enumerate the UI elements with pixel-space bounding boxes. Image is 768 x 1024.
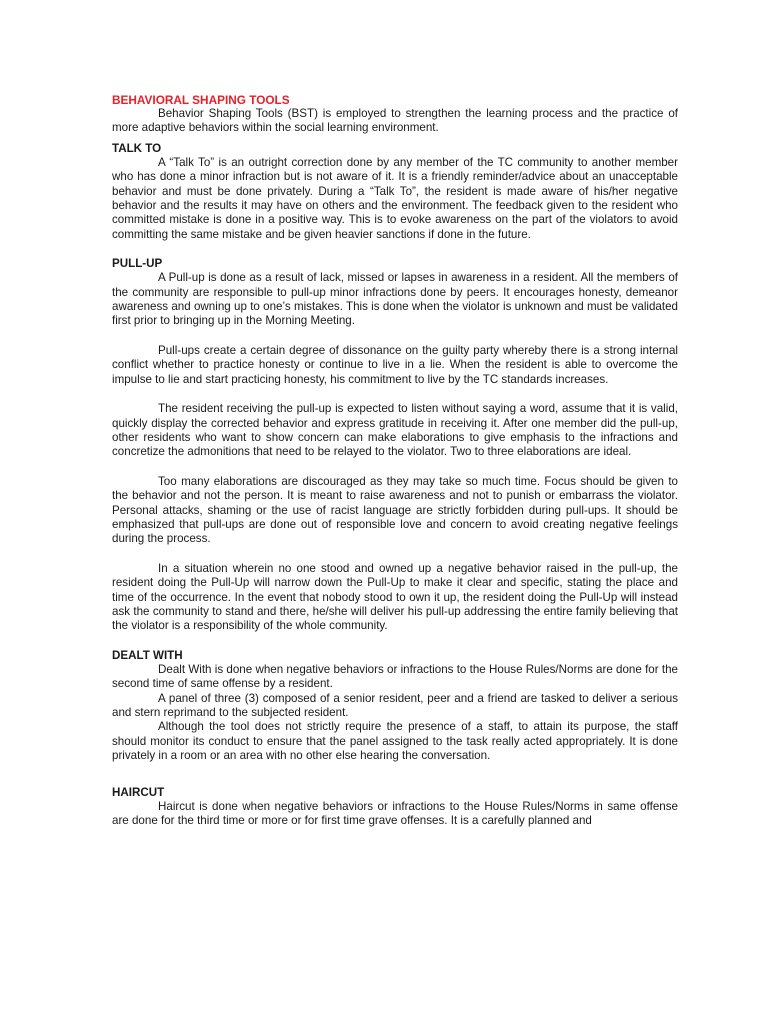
pull-up-paragraph-1: A Pull-up is done as a result of lack, missed or lapses in awareness in a resident. All the members of the community are responsible to pull-up minor infractions done by peers. It encourages honesty, demeanor awareness and owning up to one’s mistakes. This is done when the violator is unknown and must be validated first prior to bringing up in the Morning Meeting. bbox=[112, 271, 678, 328]
pull-up-paragraph-2: Pull-ups create a certain degree of dissonance on the guilty party whereby there is a strong internal conflict whether to practice honesty or continue to live in a lie. When the resident is able to overcome the impulse to lie and start practicing honesty, his commitment to live by the TC standards increases. bbox=[112, 343, 678, 386]
haircut-heading: HAIRCUT bbox=[112, 785, 165, 799]
pull-up-heading: PULL-UP bbox=[112, 257, 163, 271]
document-title: BEHAVIORAL SHAPING TOOLS bbox=[112, 93, 290, 107]
document-body bbox=[112, 93, 678, 828]
spacer bbox=[112, 547, 678, 562]
spacer bbox=[112, 387, 678, 402]
pull-up-paragraph-3: The resident receiving the pull-up is expected to listen without saying a word, assume that it is valid, quickly display the corrected behavior and express gratitude in receiving it. After one member did the pull-up, other residents who want to show concern can make elaborations to give emphasis to the infractions and concretize the admonitions that need to be relayed to the violator. Two to three elaborations are ideal. bbox=[112, 402, 678, 459]
dealt-with-paragraph-1: Dealt With is done when negative behaviors or infractions to the House Rules/Norms are done for the second time of same offense by a resident. bbox=[112, 662, 678, 691]
spacer bbox=[112, 460, 678, 475]
dealt-with-paragraph-2: A panel of three (3) composed of a senior resident, peer and a friend are tasked to deliver a serious and stern reprimand to the subjected resident. bbox=[112, 691, 678, 719]
spacer bbox=[112, 634, 678, 649]
intro-paragraph: Behavior Shaping Tools (BST) is employed to strengthen the learning process and the practice of more adaptive behaviors within the social learning environment. bbox=[112, 107, 678, 135]
spacer bbox=[112, 242, 678, 257]
spacer bbox=[112, 329, 678, 344]
talk-to-heading: TALK TO bbox=[112, 141, 162, 155]
dealt-with-paragraph-3: Although the tool does not strictly require the presence of a staff, to attain its purpose, the staff should monitor its conduct to ensure that the panel assigned to the task really acted appropriately. It is done privately in a room or an area with no other else hearing the conversation. bbox=[112, 720, 678, 763]
pull-up-paragraph-5: In a situation wherein no one stood and owned up a negative behavior raised in the pull-up, the resident doing the Pull-Up will narrow down the Pull-Up to make it clear and specific, stating the place and time of the occurrence. In the event that nobody stood to own it up, the resident doing the Pull-Up will instead ask the community to stand and there, he/she will deliver his pull-up addressing the entire family believing that the violator is a responsibility of the whole community. bbox=[112, 561, 678, 633]
pull-up-paragraph-4: Too many elaborations are discouraged as they may take so much time. Focus should be given to the behavior and not the person. It is meant to raise awareness and not to punish or embarrass the violator. Personal attacks, shaming or the use of racist language are strictly forbidden during pull-ups. It should be emphasized that pull-ups are done out of responsible love and concern to avoid creating negative feelings during the process. bbox=[112, 474, 678, 546]
spacer bbox=[112, 764, 678, 786]
haircut-paragraph: Haircut is done when negative behaviors or infractions to the House Rules/Norms in same offense are done for the third time or more or for first time grave offenses. It is a carefully planned and bbox=[112, 799, 678, 828]
talk-to-paragraph: A “Talk To” is an outright correction done by any member of the TC community to another member who has done a minor infraction but is not aware of it. It is a friendly reminder/advice about an unacceptable behavior and must be done privately. During a “Talk To”, the resident is made aware of his/her negative behavior and the results it may have on others and the environment. The feedback given to the resident who committed mistake is done in a positive way. This is to evoke awareness on the part of the violators to avoid committing the same mistake and be given heavier sanctions if done in the future. bbox=[112, 155, 678, 241]
dealt-with-heading: DEALT WITH bbox=[112, 648, 183, 662]
